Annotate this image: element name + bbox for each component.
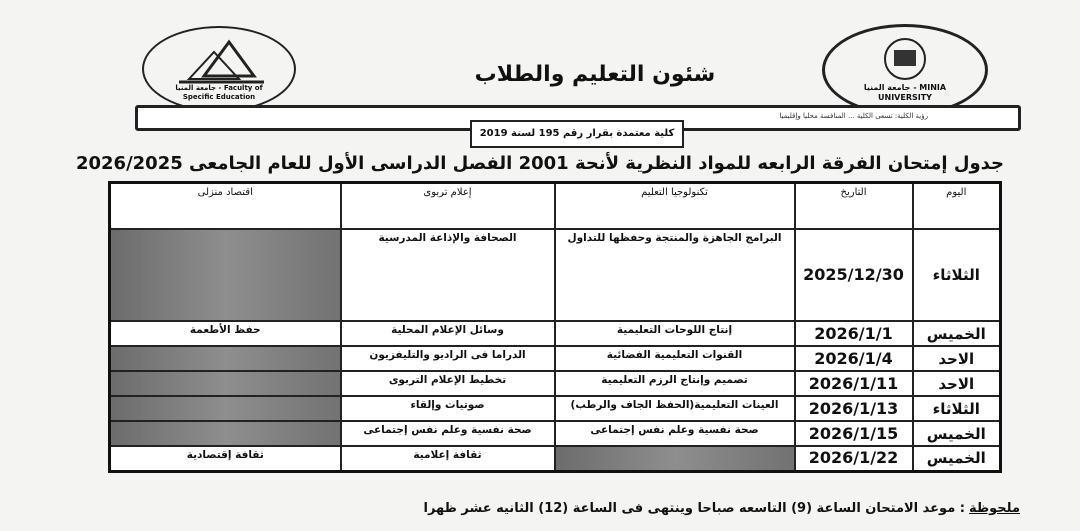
cell-day: الخميس (913, 321, 1001, 346)
cell-date: 2026/1/4 (795, 346, 913, 371)
cell-date: 2026/1/13 (795, 396, 913, 421)
banner-text: رؤية الكلية: تسعى الكلية ... المنافسة محليا وإقليميا (779, 112, 928, 120)
note-label: ملحوظة (968, 501, 1020, 516)
cell-date: 2025/12/30 (795, 229, 913, 321)
cell-date: 2026/1/1 (795, 321, 913, 346)
cell-date: 2026/1/15 (795, 421, 913, 446)
col-day: اليوم (913, 183, 1001, 230)
col-media: إعلام تربوى (341, 183, 555, 230)
cell-day: الاحد (913, 371, 1001, 396)
cell-day: الخميس (913, 446, 1001, 471)
cell-day: الثلاثاء (913, 396, 1001, 421)
cell-media: تخطيط الإعلام التربوى (341, 371, 555, 396)
cell-day: الثلاثاء (913, 229, 1001, 321)
cell-media: صحة نفسية وعلم نفس إجتماعى (341, 421, 555, 446)
cell-home (110, 421, 341, 446)
cell-home (110, 346, 341, 371)
cell-tech: البرامج الجاهزة والمنتجة وحفظها للتداول (555, 229, 795, 321)
cell-home (110, 229, 341, 321)
col-tech: تكنولوجيا التعليم (555, 183, 795, 230)
faculty-logo (142, 26, 296, 112)
cell-media: وسائل الإعلام المحلية (341, 321, 555, 346)
faculty-logo-text: جامعة المنيا - Faculty of Specific Education (175, 84, 263, 101)
cell-home (110, 371, 341, 396)
note (300, 500, 1020, 518)
note-text: : موعد الامتحان الساعة (9) التاسعه صباحا وينتهى فى الساعة (12) الثانيه عشر ظهرا (423, 501, 965, 516)
table-row (110, 396, 1001, 421)
table-header-row (110, 183, 1001, 230)
table-row (110, 446, 1001, 471)
university-logo (822, 24, 988, 116)
table-row (110, 346, 1001, 371)
cell-home: ثقافة إقتصادية (110, 446, 341, 471)
cell-tech: إنتاج اللوحات التعليمية (555, 321, 795, 346)
col-date: التاريخ (795, 183, 913, 230)
cell-date: 2026/1/11 (795, 371, 913, 396)
col-home: اقتصاد منزلى (110, 183, 341, 230)
office-title: شئون التعليم والطلاب (474, 62, 716, 87)
pyramid-logo-icon (144, 34, 294, 84)
cell-tech: العينات التعليمية(الحفظ الجاف والرطب) (555, 396, 795, 421)
schedule-heading: جدول إمتحان الفرقة الرابعه للمواد النظرية لأنحة 2001 الفصل الدراسى الأول للعام الجامعى 2026/2025 (75, 153, 1005, 174)
cell-media: الدراما فى الراديو والتليفزيون (341, 346, 555, 371)
cell-media: ثقافة إعلامية (341, 446, 555, 471)
cell-home: حفظ الأطعمة (110, 321, 341, 346)
table-row (110, 421, 1001, 446)
cell-tech: القنوات التعليمية الفضائية (555, 346, 795, 371)
university-logo-text: جامعة المنيا - MINIA UNIVERSITY (863, 83, 947, 102)
approval-box: كلية معتمدة بقرار رقم 195 لسنة 2019 (470, 120, 684, 148)
cell-tech (555, 446, 795, 471)
table-row (110, 321, 1001, 346)
cell-tech: صحة نفسية وعلم نفس إجتماعى (555, 421, 795, 446)
cell-tech: تصميم وإنتاج الرزم التعليمية (555, 371, 795, 396)
cell-media: الصحافة والإذاعة المدرسية (341, 229, 555, 321)
cell-date: 2026/1/22 (795, 446, 913, 471)
cell-home (110, 396, 341, 421)
cell-day: الاحد (913, 346, 1001, 371)
table-row (110, 229, 1001, 321)
table-row (110, 371, 1001, 396)
university-seal-icon (825, 31, 985, 87)
exam-schedule-table (108, 181, 1002, 473)
cell-day: الخميس (913, 421, 1001, 446)
cell-media: صوتيات وإلقاء (341, 396, 555, 421)
